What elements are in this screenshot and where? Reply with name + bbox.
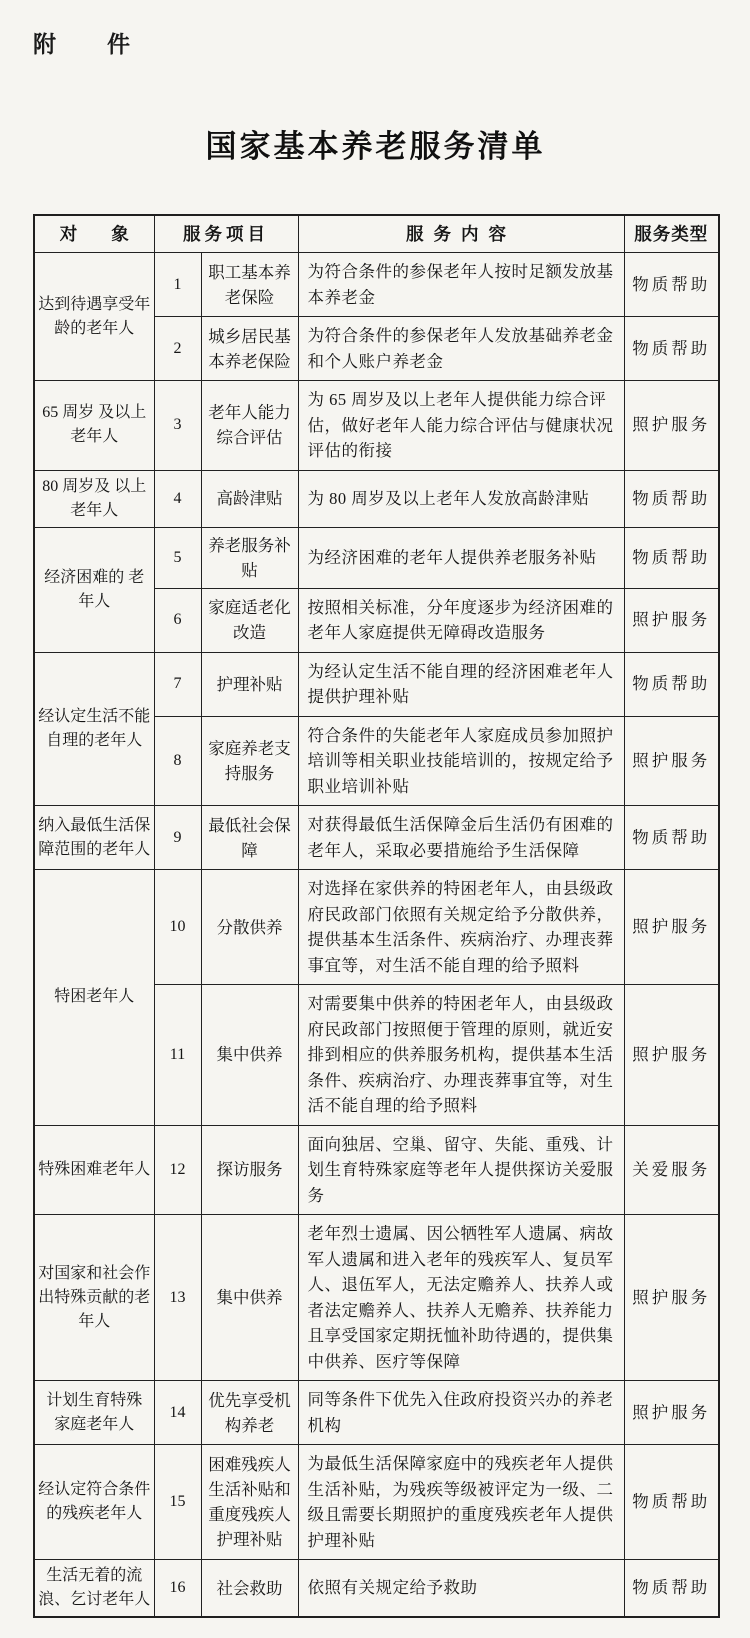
subject-cell: 65 周岁 及以上老年人 — [34, 381, 154, 471]
subject-cell: 计划生育特殊 家庭老年人 — [34, 1381, 154, 1445]
service-content-cell: 符合条件的失能老年人家庭成员参加照护培训等相关职业技能培训的，按规定给予职业培训补贴 — [298, 716, 624, 806]
item-number-cell: 12 — [154, 1125, 201, 1215]
item-number-cell: 5 — [154, 527, 201, 588]
subject-cell: 生活无着的流浪、乞讨老年人 — [34, 1560, 154, 1618]
service-type-cell: 物质帮助 — [624, 253, 719, 317]
service-type-cell: 照护服务 — [624, 716, 719, 806]
service-item-cell: 护理补贴 — [201, 652, 298, 716]
item-number-cell: 2 — [154, 317, 201, 381]
service-content-cell: 为最低生活保障家庭中的残疾老年人提供生活补贴，为残疾等级被评定为一级、二级且需要长期照护的重度残疾老年人提供护理补贴 — [298, 1445, 624, 1560]
subject-cell: 特困老年人 — [34, 870, 154, 1126]
service-content-cell: 对选择在家供养的特困老年人，由县级政府民政部门依照有关规定给予分散供养，提供基本生活条件、疾病治疗、办理丧葬事宜等，对生活不能自理的给予照料 — [298, 870, 624, 985]
subject-cell: 经认定生活不能自理的老年人 — [34, 652, 154, 806]
service-content-cell: 对需要集中供养的特困老年人，由县级政府民政部门按照便于管理的原则，就近安排到相应的供养服务机构，提供基本生活条件、疾病治疗、办理丧葬事宜等，对生活不能自理的给予照料 — [298, 985, 624, 1126]
table-row — [34, 1445, 719, 1560]
service-table-body — [34, 253, 719, 1618]
table-row — [34, 1560, 719, 1618]
service-type-cell: 照护服务 — [624, 588, 719, 652]
service-type-cell: 物质帮助 — [624, 1445, 719, 1560]
service-item-cell: 高龄津贴 — [201, 470, 298, 527]
service-content-cell: 按照相关标准，分年度逐步为经济困难的老年人家庭提供无障碍改造服务 — [298, 588, 624, 652]
service-table — [33, 214, 720, 1618]
service-item-cell: 最低社会保障 — [201, 806, 298, 870]
service-type-cell: 关爱服务 — [624, 1125, 719, 1215]
service-content-cell: 同等条件下优先入住政府投资兴办的养老机构 — [298, 1381, 624, 1445]
service-item-cell: 探访服务 — [201, 1125, 298, 1215]
header-subject: 对 象 — [34, 215, 154, 253]
subject-cell: 对国家和社会作出特殊贡献的老年人 — [34, 1215, 154, 1381]
service-content-cell: 为经认定生活不能自理的经济困难老年人提供护理补贴 — [298, 652, 624, 716]
item-number-cell: 16 — [154, 1560, 201, 1618]
service-type-cell: 照护服务 — [624, 1381, 719, 1445]
header-row — [34, 215, 719, 253]
table-row — [34, 381, 719, 471]
page-title: 国家基本养老服务清单 — [205, 129, 546, 164]
item-number-cell: 1 — [154, 253, 201, 317]
item-number-cell: 6 — [154, 588, 201, 652]
service-content-cell: 为符合条件的参保老年人发放基础养老金和个人账户养老金 — [298, 317, 624, 381]
item-number-cell: 7 — [154, 652, 201, 716]
header-service-item: 服务项目 — [154, 215, 298, 253]
service-item-cell: 社会救助 — [201, 1560, 298, 1618]
service-type-cell: 物质帮助 — [624, 470, 719, 527]
table-row — [34, 806, 719, 870]
service-type-cell: 照护服务 — [624, 985, 719, 1126]
service-type-cell: 物质帮助 — [624, 806, 719, 870]
header-service-content: 服务内容 — [298, 215, 624, 253]
service-content-cell: 为 65 周岁及以上老年人提供能力综合评估，做好老年人能力综合评估与健康状况评估的衔接 — [298, 381, 624, 471]
service-item-cell: 养老服务补贴 — [201, 527, 298, 588]
item-number-cell: 14 — [154, 1381, 201, 1445]
item-number-cell: 11 — [154, 985, 201, 1126]
item-number-cell: 8 — [154, 716, 201, 806]
service-item-cell: 城乡居民基本养老保险 — [201, 317, 298, 381]
service-item-cell: 分散供养 — [201, 870, 298, 985]
header-service-type: 服务类型 — [624, 215, 719, 253]
table-row — [34, 652, 719, 716]
table-row — [34, 870, 719, 985]
service-content-cell: 对获得最低生活保障金后生活仍有困难的老年人，采取必要措施给予生活保障 — [298, 806, 624, 870]
item-number-cell: 9 — [154, 806, 201, 870]
attachment-label: 附 件 — [33, 32, 144, 57]
service-content-cell: 老年烈士遗属、因公牺牲军人遗属、病故军人遗属和进入老年的残疾军人、复员军人、退伍军人，无法定赡养人、扶养人或者法定赡养人、扶养人无赡养、扶养能力且享受国家定期抚恤补助待遇的，提供集中供养、医疗等保障 — [298, 1215, 624, 1381]
subject-cell: 经认定符合条件 的残疾老年人 — [34, 1445, 154, 1560]
service-type-cell: 照护服务 — [624, 1215, 719, 1381]
service-item-cell: 家庭适老化改造 — [201, 588, 298, 652]
item-number-cell: 10 — [154, 870, 201, 985]
item-number-cell: 4 — [154, 470, 201, 527]
table-row — [34, 1125, 719, 1215]
table-row — [34, 253, 719, 317]
service-item-cell: 老年人能力综合评估 — [201, 381, 298, 471]
service-content-cell: 为符合条件的参保老年人按时足额发放基本养老金 — [298, 253, 624, 317]
service-item-cell: 职工基本养老保险 — [201, 253, 298, 317]
service-content-cell: 为经济困难的老年人提供养老服务补贴 — [298, 527, 624, 588]
service-content-cell: 面向独居、空巢、留守、失能、重残、计划生育特殊家庭等老年人提供探访关爱服务 — [298, 1125, 624, 1215]
subject-cell: 80 周岁及 以上老年人 — [34, 470, 154, 527]
service-type-cell: 物质帮助 — [624, 317, 719, 381]
service-content-cell: 依照有关规定给予救助 — [298, 1560, 624, 1618]
service-item-cell: 家庭养老支持服务 — [201, 716, 298, 806]
table-row — [34, 470, 719, 527]
subject-cell: 纳入最低生活保障范围的老年人 — [34, 806, 154, 870]
service-type-cell: 物质帮助 — [624, 652, 719, 716]
table-row — [34, 1381, 719, 1445]
table-header — [34, 215, 719, 253]
service-item-cell: 集中供养 — [201, 1215, 298, 1381]
service-type-cell: 物质帮助 — [624, 527, 719, 588]
item-number-cell: 3 — [154, 381, 201, 471]
service-item-cell: 集中供养 — [201, 985, 298, 1126]
service-item-cell: 优先享受机构养老 — [201, 1381, 298, 1445]
item-number-cell: 13 — [154, 1215, 201, 1381]
service-item-cell: 困难残疾人生活补贴和重度残疾人护理补贴 — [201, 1445, 298, 1560]
service-type-cell: 照护服务 — [624, 381, 719, 471]
subject-cell: 达到待遇享受年龄的老年人 — [34, 253, 154, 381]
subject-cell: 经济困难的 老年人 — [34, 527, 154, 652]
subject-cell: 特殊困难老年人 — [34, 1125, 154, 1215]
service-type-cell: 照护服务 — [624, 870, 719, 985]
table-row — [34, 1215, 719, 1381]
table-row — [34, 527, 719, 588]
service-content-cell: 为 80 周岁及以上老年人发放高龄津贴 — [298, 470, 624, 527]
service-type-cell: 物质帮助 — [624, 1560, 719, 1618]
item-number-cell: 15 — [154, 1445, 201, 1560]
